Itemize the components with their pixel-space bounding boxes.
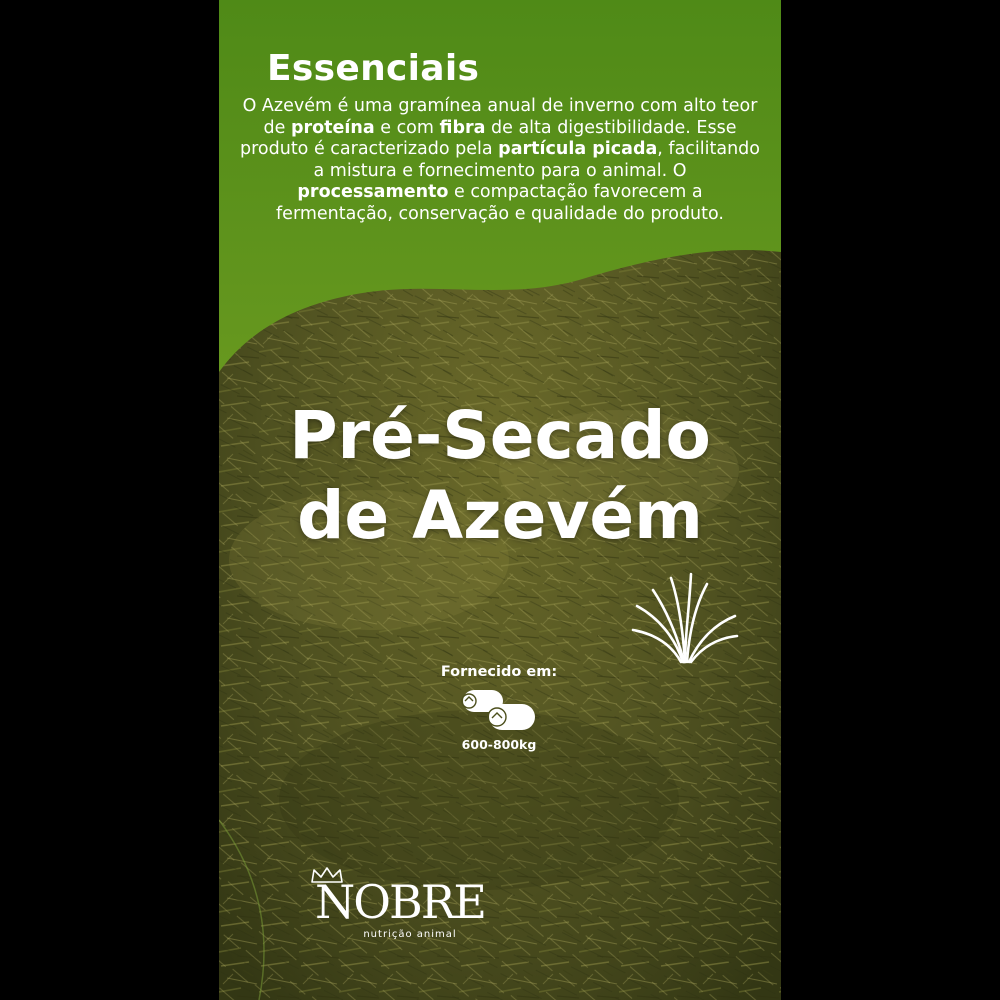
weight-range: 600-800kg — [461, 737, 537, 752]
description-keyword: fibra — [439, 117, 486, 138]
description-text: , facilitando a mistura e fornecimento para o animal. O — [313, 139, 760, 181]
product-title — [219, 396, 781, 556]
product-description — [237, 96, 763, 225]
description-text: e compactação favorecem a fermentação, conservação e qualidade do produto. — [276, 182, 724, 224]
product-title-line2: de Azevém — [297, 477, 703, 554]
description-text: O Azevém é uma gramínea anual de inverno com alto teor de — [242, 96, 758, 138]
section-heading: Essenciais — [267, 48, 480, 89]
description-keyword: proteína — [290, 117, 375, 138]
grass-icon — [631, 572, 739, 664]
brand-tagline: nutrição animal — [363, 929, 457, 940]
description-keyword: processamento — [297, 182, 449, 202]
hay-bales-icon — [453, 688, 539, 734]
supply-label: Fornecido em: — [440, 664, 558, 680]
brand-logo: NOBRE — [315, 875, 485, 929]
product-card — [219, 0, 781, 1000]
description-keyword: partícula picada — [498, 139, 658, 159]
description-text: de alta digestibilidade. Esse produto é caracterizado pela — [240, 117, 737, 159]
product-title-line1: Pré-Secado — [289, 397, 711, 474]
description-text: e com — [374, 117, 440, 138]
